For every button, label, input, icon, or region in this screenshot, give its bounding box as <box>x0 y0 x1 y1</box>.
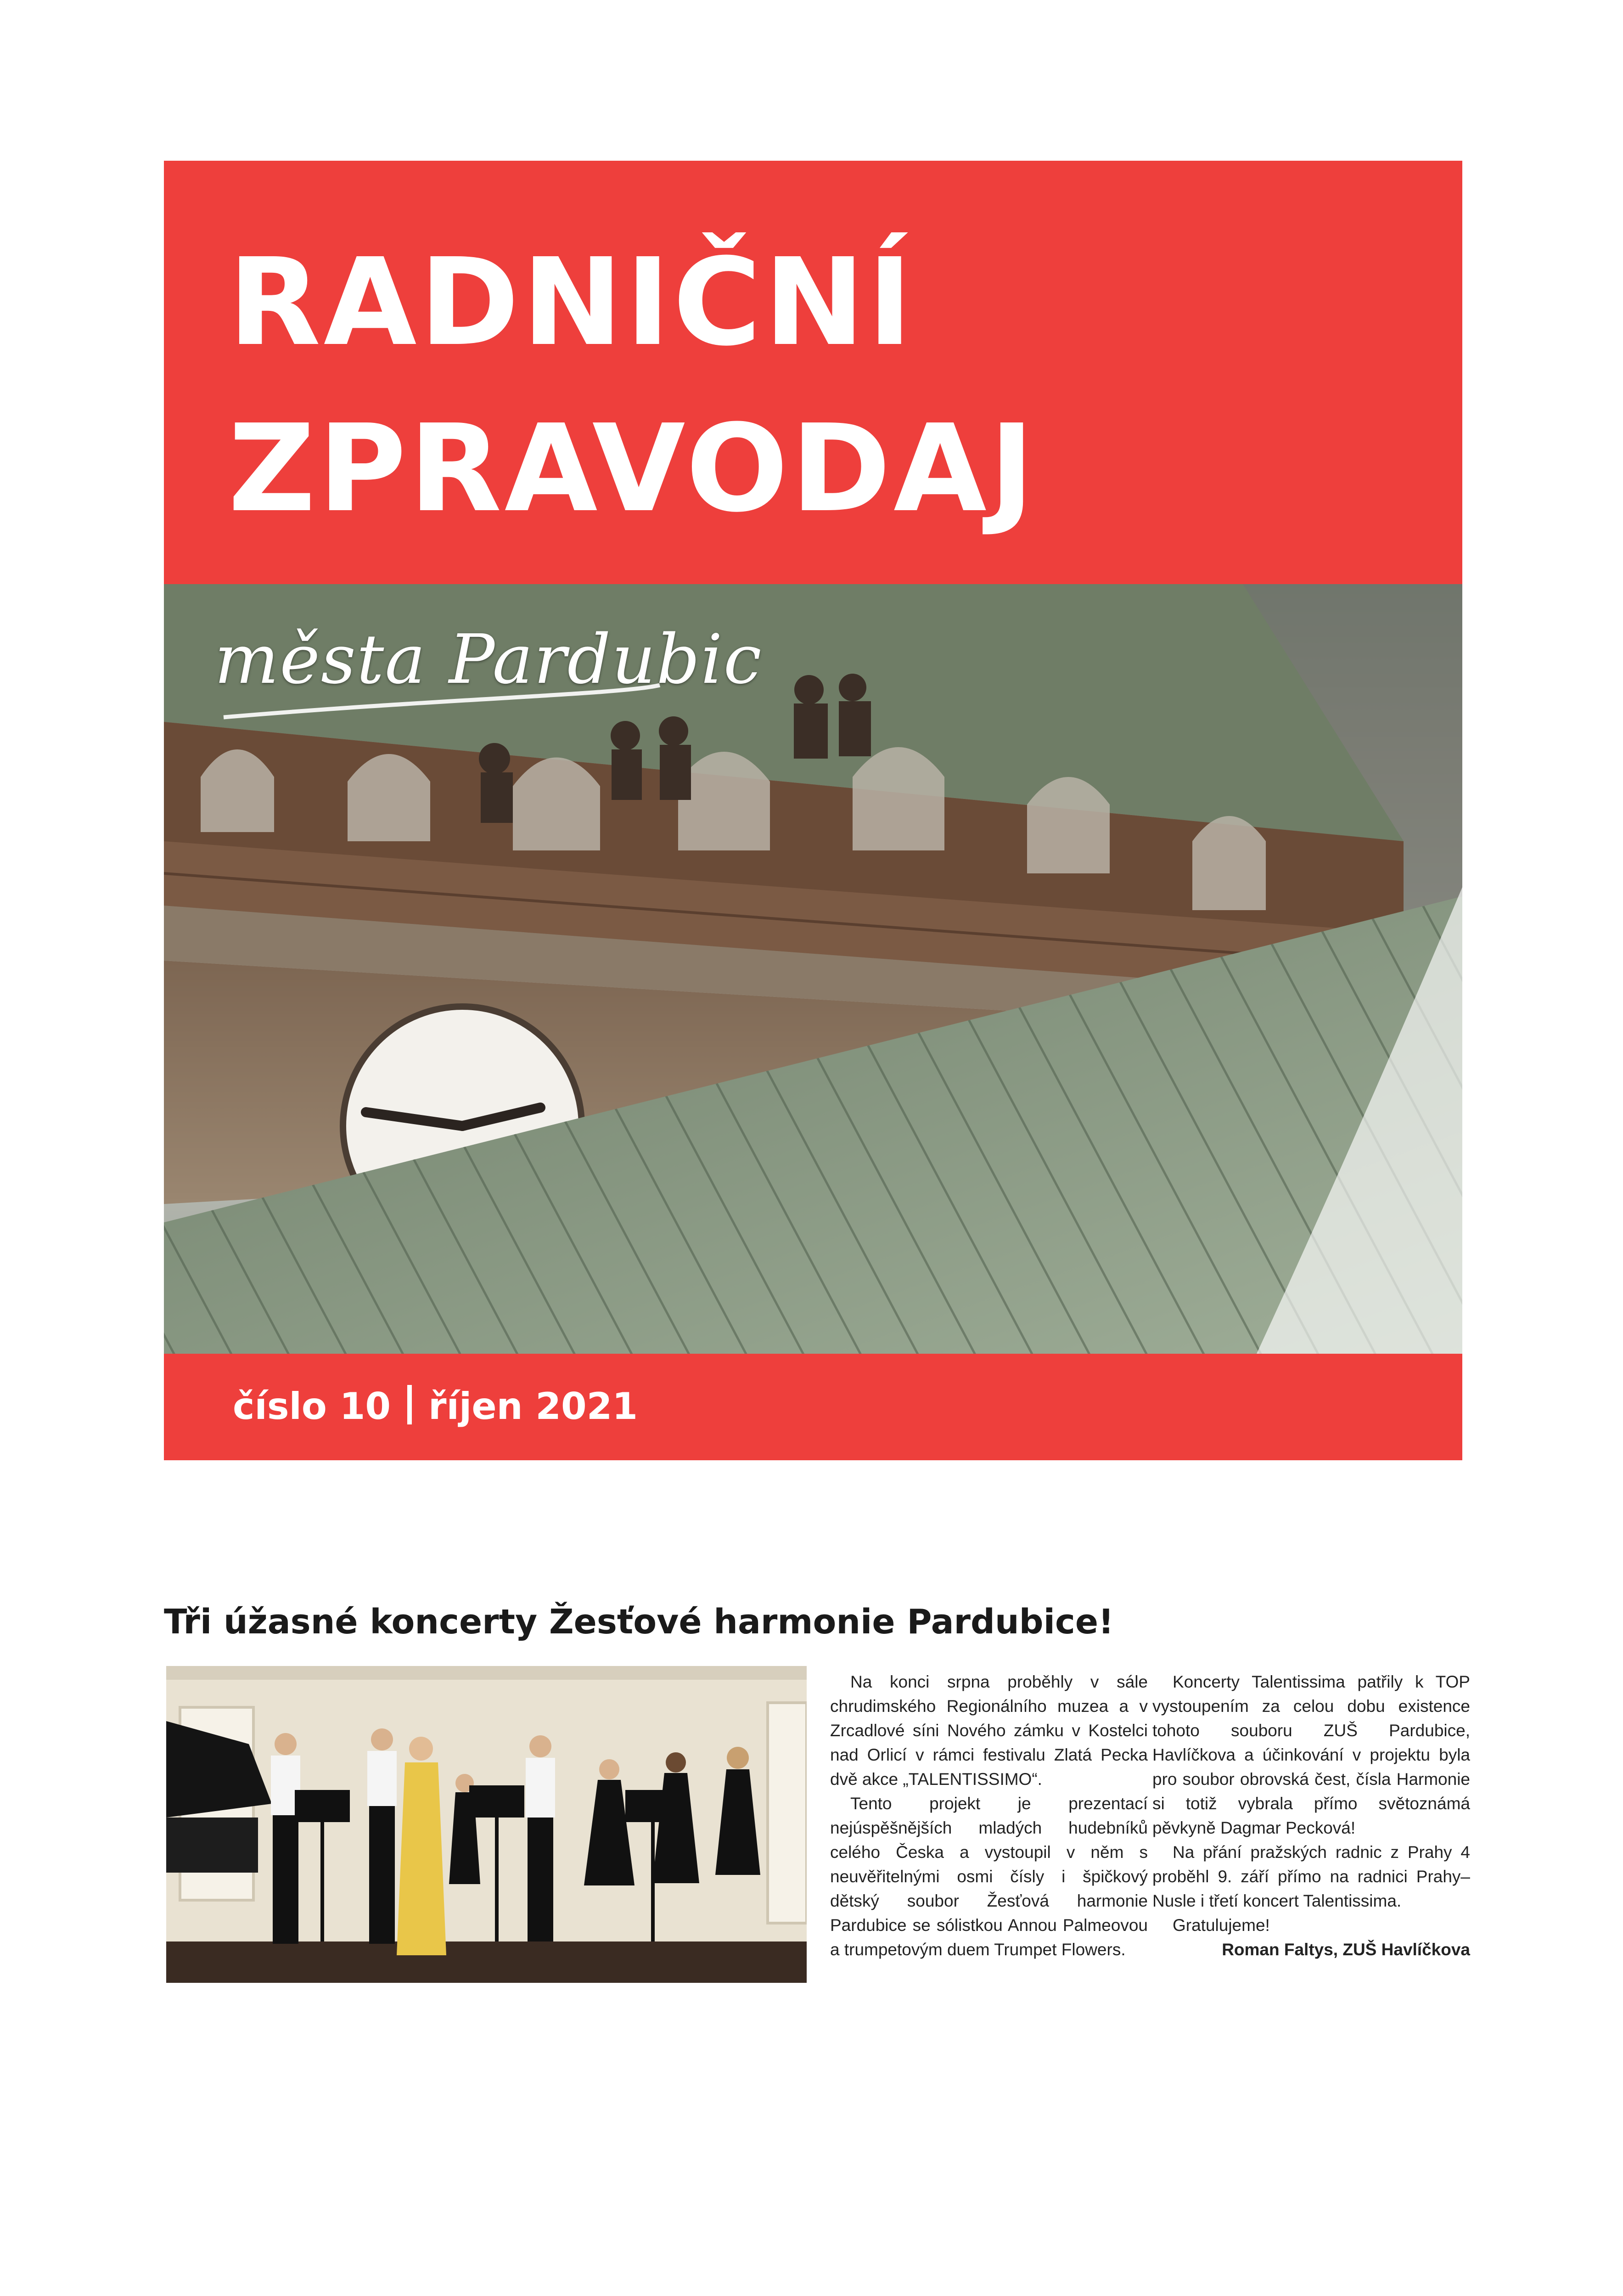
col2-paragraph-1: Koncerty Talentissima patřily k TOP vystoupením za celou dobu existence tohoto souboru ZUŠ Pardubice, Havlíčkova a účinkování v projektu byla pro soubor obrovská čest, čísla Harmonie si totiž vybrala přímo světoznámá pěvkyně Dagmar Pecková! <box>1152 1672 1470 1837</box>
masthead-subtitle: města Pardubic <box>214 620 763 699</box>
title-line-1: RADNIČNÍ <box>228 232 915 372</box>
title-line-2: ZPRAVODAJ <box>228 399 1037 539</box>
masthead <box>164 161 1462 584</box>
col1-paragraph-1: Na konci srpna proběhly v sále chrudimského Regionálního muzea a v Zrcadlové síni Nového zámku v Kostelci nad Orlicí v rámci festivalu Zlatá Pecka dvě akce „TALENTISSIMO“. <box>830 1672 1148 1789</box>
article-column-1 <box>830 1670 1148 1962</box>
cover-photo <box>164 584 1462 1354</box>
concert-illustration <box>166 1666 807 1983</box>
issue-bar <box>164 1354 1462 1460</box>
col2-paragraph-2: Na přání pražských radnic z Prahy 4 proběhl 9. září přímo na radnici Prahy–Nusle i třetí koncert Talentissima. <box>1152 1843 1470 1910</box>
issue-info <box>233 1385 638 1428</box>
concert-photo <box>166 1666 807 1983</box>
issue-separator <box>407 1385 412 1424</box>
issue-number: číslo 10 <box>233 1385 391 1428</box>
article-headline: Tři úžasné koncerty Žesťové harmonie Pardubice! <box>164 1602 1114 1642</box>
article-signature: Roman Faltys, ZUŠ Havlíčkova <box>1222 1940 1470 1959</box>
col2-paragraph-3: Gratulujeme! <box>1173 1916 1270 1935</box>
article-column-2 <box>1152 1670 1470 1962</box>
col1-paragraph-2: Tento projekt je prezentací nejúspěšnějších mladých hudebníků celého Česka a vystoupil v něm s neuvěřitelnými osmi čísly i špičkový dětský soubor Žesťová harmonie Pardubice se sólistkou Annou Palmeovou a trumpetovým duem Trumpet Flowers. <box>830 1794 1148 1959</box>
issue-date: říjen 2021 <box>428 1385 638 1428</box>
tower-illustration <box>164 584 1462 1354</box>
